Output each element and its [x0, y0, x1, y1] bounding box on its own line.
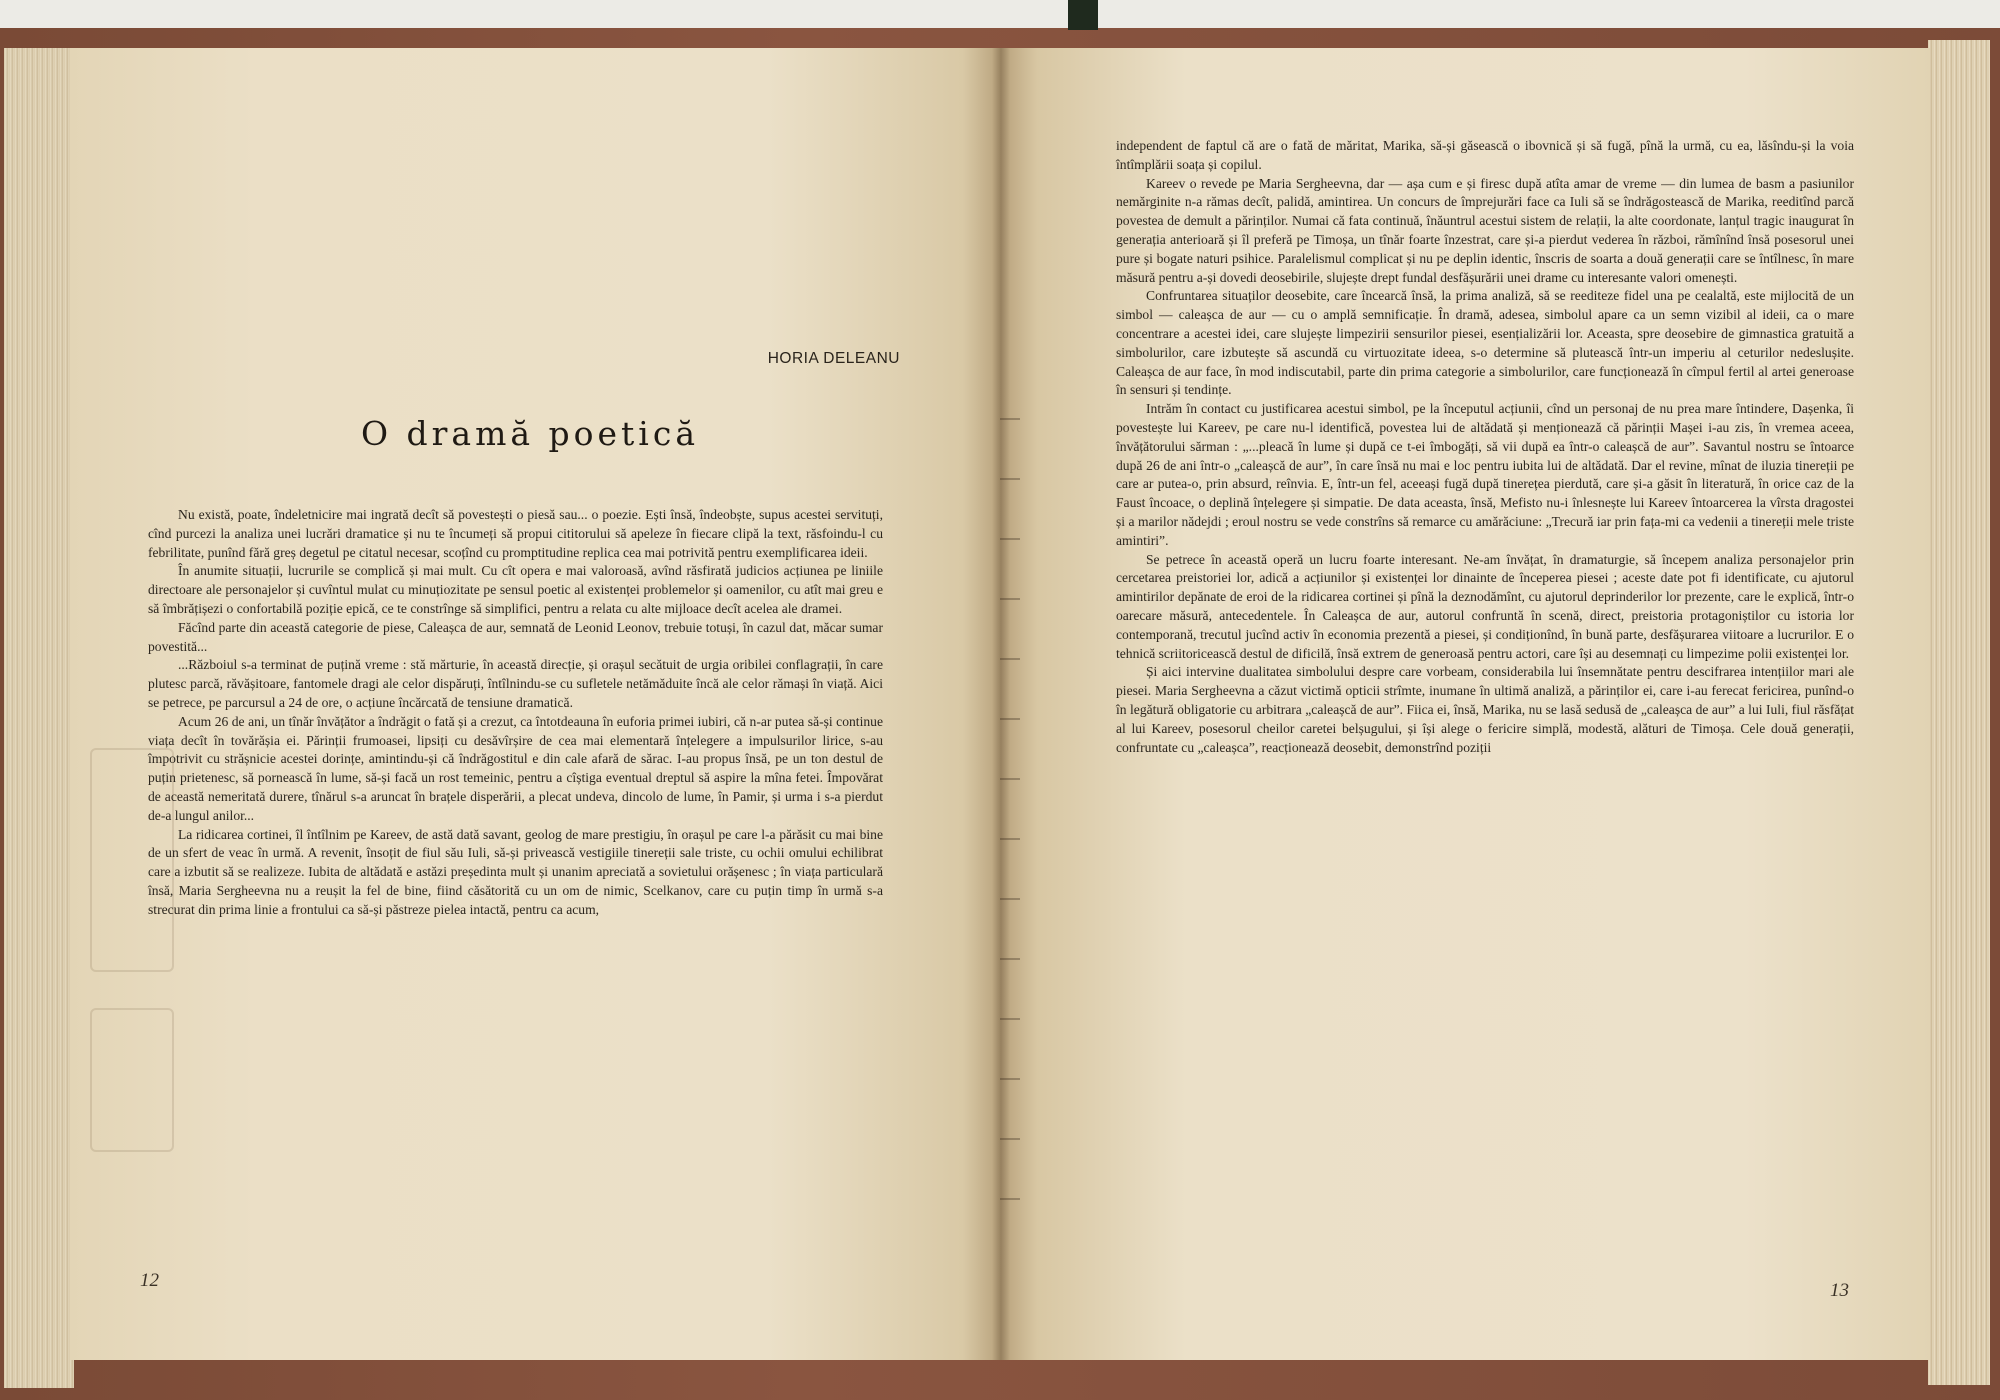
left-body-text	[148, 506, 883, 920]
page-number-left: 12	[140, 1270, 159, 1291]
paragraph: Și aici intervine dualitatea simbolului despre care vorbeam, considerabila lui însemnătate pentru descifrarea intențiilor mari ale piesei. Maria Sergheevna a căzut victimă opticii strîmte, inumane în ultimă analiză, a părinților ei, care i-au ferecat fericirea, punînd-o în legătură obligatorie cu arbitrara „caleașcă de aur”. Fiica ei, însă, Marika, nu se lasă sedusă de „caleașca de aur” a lui Iuli, fiul răsfățat al lui Kareev, posesorul cheilor caretei belșugului, și își alege o fericire simplă, modestă, alături de Timoșa. Cele două generații, confruntate cu „caleașca”, reacționează deosebit, demonstrînd poziții	[1116, 664, 1854, 755]
paragraph: Acum 26 de ani, un tînăr învățător a îndrăgit o fată și a crezut, ca întotdeauna în euforia primei iubiri, că n-ar putea să-și continue viața decît în tovărășia ei. Părinții frumoasei, lipsiți cu desăvîrșire de cea mai elementară înțelegere a impulsurilor lirice, s-au împotrivit cu strășnicie acestei dorințe, amintindu-și că îndrăgostitul e din cale afară de sărac. I-au propus însă, pe un ton destul de puțin prietenesc, să pornească în lume, să-și facă un rost temeinic, pentru a cîștiga eventual dreptul să aspire la mîna fetei. Împovărat de această nemeritată durere, tînărul s-a aruncat în brațele disperării, a plecat undeva, dincolo de lume, în Pamir, și urma i s-a pierdut de-a lungul anilor...	[148, 713, 883, 823]
page-edges-right	[1928, 40, 1990, 1385]
paragraph: Confruntarea situaților deosebite, care încearcă însă, la prima analiză, să se reediteze fidel una pe cealaltă, este mijlocită de un simbol — caleașca de aur — cu o amplă semnificație. În dramă, adesea, simbolul apare ca un semn vizibil al ideii, ca o mare concentrare a acestei idei, care slujește limpezirii sensurilor piesei, esențializării lor. Aceasta, spre deosebire de gimnastica gratuită a simbolurilor, care izbutește să ascundă cu virtuozitate ideea, s-o determine să plutească într-un imperiu al ceturilor nedeslușite. Caleașca de aur face, în mod indiscutabil, parte din prima categorie a simbolurilor, care funcționează în cîmpul fertil al artei generoase în sensuri și tendințe.	[1116, 288, 1854, 398]
paragraph: independent de faptul că are o fată de măritat, Marika, să-și găsească o ibovnică și să fugă, pînă la urmă, cu ea, lăsîndu-și la voia întîmplării soața și copilul.	[1116, 138, 1854, 172]
paragraph: Făcînd parte din această categorie de piese, Caleașca de aur, semnată de Leonid Leonov, trebuie totuși, în cazul dat, măcar sumar povestită...	[148, 619, 883, 654]
article-title: O dramă poetică	[360, 414, 700, 453]
paragraph: ...Războiul s-a terminat de puțină vreme : stă mărturie, în această direcție, și orașul secătuit de urgia oribilei conflagrații, în care plutesc parcă, răvășitoare, fantomele dragi ale celor dispăruți, întîlnindu-se cu sufletele netămăduite încă ale celor rămași în viață. Aici se petrece, pe parcursul a 24 de ore, o acțiune încărcată de tensiune dramatică.	[148, 657, 883, 710]
paragraph: Kareev o revede pe Maria Sergheevna, dar — așa cum e și firesc după atîta amar de vreme — din lumea de basm a pasiunilor nemărginite n-a rămas decît, palidă, amintirea. Un concurs de împrejurări face ca Iuli să se îndrăgostească de Marika, reeditînd parcă povestea de demult a părinților. Numai că fata continuă, înăuntrul acestui sistem de relații, la alte coordonate, lanțul tragic inaugurat în generația anterioară și îl preferă pe Timoșa, un tînăr foarte înzestrat, care și-a pierdut vederea în război, rămînînd însă posesorul unei pure și bogate naturi psihice. Paralelismul complicat și nu pe deplin identic, înscris de soarta a două generații care se întîlnesc, în mare măsură pentru a-și dovedi deosebirile, slujește drept fundal desfășurării unei drame cu interesante valori omenești.	[1116, 175, 1854, 285]
author-name: HORIA DELEANU	[767, 350, 900, 367]
binding-stitches	[1000, 360, 1020, 1200]
paragraph: Intrăm în contact cu justificarea acestui simbol, pe la începutul acțiunii, cînd un personaj de nu prea mare întindere, Dașenka, îi povestește lui Kareev, pe care nu-l identifică, povestea lui de altădată și menționează că părinții Mașei i-au zis, în vremea aceea, învățătorului sărman : „...pleacă în lume și după ce t-ei îmbogăți, să vii după ea într-o caleașcă de aur”. Savantul nostru se întoarce după 26 de ani într-o „caleașcă de aur”, în care însă nu mai e loc pentru iubita lui de altădată. Dar el revine, mînat de iluzia tinereții pe care ar putea-o, prin absurd, reînvia. E, într-un fel, aceeași fugă după tinerețea pierdută, care și-a găsit în literatură, în orice caz de la Faust încoace, o deplină înțelegere și simpatie. De data aceasta, însă, Mefisto nu-i înlesnește lui Kareev întoarcerea la vîrsta dragostei și a marilor nădejdi ; eroul nostru se vede constrîns să remarce cu amărăciune: „Trecură iar prin fața-mi ca vedenii a tinereții mele triste amintiri”.	[1116, 401, 1854, 548]
paragraph: Nu există, poate, îndeletnicire mai ingrată decît să povestești o piesă sau... o poezie. Ești însă, îndeobște, supus acestei servituți, cînd purcezi la analiza unei lucrări dramatice și nu te încumeți să propui cititorului să apeleze în fiecare clipă la text, răsfoindu-l cu febrilitate, punînd fără greș degetul pe citatul necesar, scoțînd cu promptitudine replica cea mai potrivită pentru exemplificarea ideii.	[148, 507, 883, 560]
show-through-mark	[90, 1008, 174, 1152]
bookmark-ribbon	[1068, 0, 1098, 30]
paragraph: La ridicarea cortinei, îl întîlnim pe Kareev, de astă dată savant, geolog de mare prestigiu, în orașul pe care l-a părăsit cu mai bine de un sfert de veac în urmă. A revenit, însoțit de fiul său Iuli, să-și privească vestigiile tinereții sale triste, cu ochii omului echilibrat care a izbutit să se realizeze. Iubita de altădată e astăzi președinta mult și unanim apreciată a sovietului orășenesc ; în viața particulară însă, Maria Sergheevna nu a reușit la fel de bine, fiind căsătorită cu un om de nimic, Scelkanov, care cu puțin timp în urmă s-a strecurat din prima linie a frontului ca să-și păstreze pielea intactă, pentru ca acum,	[148, 826, 883, 917]
page-edges-left	[4, 48, 74, 1388]
paragraph: În anumite situații, lucrurile se complică și mai mult. Cu cît opera e mai valoroasă, avînd răsfirată judicios acțiunea pe liniile directoare ale personajelor și cuvîntul mulat cu minuțiozitate pe sensul poetic al existenței problemelor și oamenilor, cu atît mai greu e să îmbrățișezi o confortabilă poziție epică, ce te constrînge să simplifici, pentru a relata cu alte mijloace decît acelea ale dramei.	[148, 563, 883, 616]
paragraph: Se petrece în această operă un lucru foarte interesant. Ne-am învățat, în dramaturgie, să începem analiza personajelor prin cercetarea preistoriei lor, adică a acțiunilor și existenței lor dinainte de începerea piesei ; aceste date pot fi identificate, cu ajutorul amintirilor depănate de eroi de la ridicarea cortinei și pînă la deznodămînt, cu ajutorul deprinderilor lor prezente, care le explică, într-o oarecare măsură, antecedentele. În Caleașca de aur, autorul confruntă în scenă, direct, preistoria protagoniștilor cu istoria lor contemporană, trecutul jucînd activ în economia prezentă a piesei, și condiționînd, în bună parte, desfășurarea viitoare a lucrurilor. E o tehnică scriitoricească destul de dificilă, însă extrem de generoasă pentru actori, care își au desemnați cu limpezime polii existenței lor.	[1116, 551, 1854, 661]
page-number-right: 13	[1830, 1280, 1849, 1301]
right-body-text	[1116, 137, 1854, 757]
